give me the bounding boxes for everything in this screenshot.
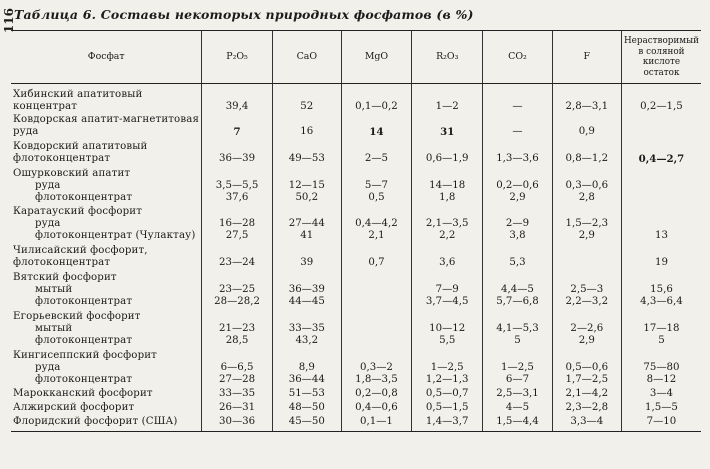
cell-value: 0,5—1,5 [425,402,469,413]
value-cell [552,113,621,138]
value-cell [341,347,411,386]
value-cell [621,165,701,204]
cell-value: 75—80 [643,362,680,373]
value-cell [552,138,621,165]
cell-value: 15,6 [650,284,673,295]
cell-value: 4,4—5 [501,284,534,295]
phosphate-subtype: флотоконцентрат (Чулактау) [35,230,196,241]
value-cell [621,242,701,269]
table-row [11,269,701,308]
value-cell [412,308,483,347]
header-f: F [552,31,621,84]
cell-value: 45—50 [288,416,325,427]
cell-value: 0,3—0,6 [565,180,609,191]
cell-value: 2,2—3,2 [565,296,609,307]
cell-value: 52 [300,101,314,112]
cell-value: 17—18 [643,323,680,334]
table-row [11,414,701,432]
cell-value: 19 [654,257,668,268]
value-cell [621,400,701,414]
header-insoluble-residue: Нерастворимый в соляной кислоте остаток [621,31,701,84]
cell-value: 1—2,5 [501,362,534,373]
value-cell [341,138,411,165]
value-cell [202,165,272,204]
cell-value: 3,5—5,5 [215,180,259,191]
table-row [11,242,701,269]
cell-value: 0,1—1 [360,416,393,427]
cell-value: 33—35 [288,323,325,334]
cell-value: 7—10 [646,416,677,427]
cell-value: 2,8 [578,192,595,203]
table-row [11,113,701,138]
value-cell [272,269,341,308]
cell-value: 1,5—4,4 [496,416,539,427]
cell-value: 2,1 [368,230,385,241]
cell-value: 2,9 [509,192,526,203]
phosphate-name-cell [11,347,202,386]
cell-value: 28—28,2 [214,296,260,307]
value-cell [272,242,341,269]
phosphate-name-cell [11,138,202,165]
cell-value [624,126,699,138]
cell-value: 3,8 [509,230,526,241]
cell-value: 5,5 [439,335,456,346]
value-cell [202,204,272,242]
header-mgo: MgO [341,31,411,84]
value-cell [202,113,272,138]
table-row [11,204,701,242]
cell-value: 2,5—3 [570,284,604,295]
value-cell [341,165,411,204]
cell-value: 1—2,5 [430,362,464,373]
phosphate-subtype: флотоконцентрат [35,296,133,307]
cell-value: 0,6—1,9 [425,153,469,164]
value-cell [412,138,483,165]
cell-value: 2,3—2,8 [565,402,609,413]
cell-value: 3,6 [439,257,456,268]
phosphate-name: Чилисайский фосфорит, флотоконцентрат [13,245,148,268]
cell-value: — [512,101,523,112]
value-cell [412,204,483,242]
cell-value: 12—15 [288,180,325,191]
value-cell [412,400,483,414]
table-row [11,165,701,204]
phosphate-name-cell [11,386,202,400]
phosphate-name-cell [11,113,202,138]
cell-value: 2,9 [578,335,595,346]
cell-value: 50,2 [295,192,319,203]
value-cell [552,308,621,347]
cell-value: 4,3—6,4 [640,296,683,307]
cell-value: 37,6 [225,192,249,203]
value-cell [341,242,411,269]
phosphate-name: Ковдорский апатитовый флотоконцентрат [13,141,148,164]
phosphate-name-cell [11,269,202,308]
cell-value: 2,2 [439,230,456,241]
value-cell [412,414,483,432]
cell-value: 0,4—0,6 [355,402,398,413]
cell-value: 0,1—0,2 [355,101,398,112]
cell-value: 8,9 [298,362,315,373]
value-cell [552,269,621,308]
cell-value: 27—44 [288,218,325,229]
cell-value: 8—12 [646,374,677,385]
value-cell [412,269,483,308]
header-p2o5: P₂O₅ [202,31,272,84]
value-cell [412,242,483,269]
cell-value: 30—36 [218,416,256,427]
cell-value: 1—2 [435,101,459,112]
phosphate-subtype: флотоконцентрат [35,374,133,385]
cell-value: 0,9 [578,126,595,137]
value-cell [552,242,621,269]
cell-value: 26—31 [218,402,256,413]
value-cell [621,84,701,114]
phosphate-name: Ошурковский апатит [13,168,131,179]
phosphate-name: Алжирский фосфорит [13,402,135,413]
cell-value: 2—9 [505,218,530,229]
cell-value: 0,5 [368,192,385,203]
value-cell [202,347,272,386]
value-cell [552,84,621,114]
phosphate-subtype: мытый [35,284,73,295]
value-cell [272,204,341,242]
value-cell [341,386,411,400]
value-cell [272,84,341,114]
cell-value: 1,5—5 [645,402,678,413]
value-cell [202,242,272,269]
cell-value: 13 [654,230,668,241]
value-cell [272,113,341,138]
cell-value: 5—7 [364,180,389,191]
table-row [11,308,701,347]
cell-value: 36—39 [218,153,256,164]
value-cell [341,269,411,308]
cell-value: 2,1—3,5 [425,218,469,229]
cell-value: 48—50 [288,402,325,413]
value-cell [552,347,621,386]
cell-value: 16 [300,126,314,137]
value-cell [483,165,552,204]
value-cell [272,400,341,414]
value-cell [272,308,341,347]
cell-value: 1,7—2,5 [565,374,609,385]
phosphate-subtype: флотоконцентрат [35,192,133,203]
cell-value: 21—23 [218,323,256,334]
cell-value: 1,8 [439,192,456,203]
cell-value: 0,3—2 [360,362,393,373]
value-cell [552,165,621,204]
cell-value: 2,9 [578,230,595,241]
value-cell [272,414,341,432]
value-cell [552,414,621,432]
cell-value: 43,2 [295,335,319,346]
phosphate-name: Кингисеппский фосфорит [13,350,157,361]
value-cell [483,400,552,414]
value-cell [621,308,701,347]
cell-value: 23—25 [218,284,256,295]
cell-value: 27—28 [218,374,256,385]
value-cell [202,386,272,400]
cell-value: 7—9 [435,284,459,295]
phosphate-subtype: мытый [35,323,73,334]
cell-value: 39,4 [225,101,249,112]
value-cell [483,84,552,114]
phosphate-name: Ковдорская апатит-магнетитовая руда [13,114,200,137]
cell-value: 23—24 [218,257,256,268]
value-cell [621,113,701,138]
value-cell [202,414,272,432]
phosphate-name: Егорьевский фосфорит [13,311,141,322]
value-cell [483,204,552,242]
table-row [11,138,701,165]
phosphate-name-cell [11,84,202,114]
phosphate-composition-table [11,30,701,432]
value-cell [621,347,701,386]
header-r2o3: R₂O₃ [412,31,483,84]
cell-value: 51—53 [288,388,325,399]
cell-value: 2—2,6 [570,323,604,334]
phosphate-name-cell [11,242,202,269]
cell-value: 10—12 [429,323,466,334]
cell-value: 31 [440,126,455,138]
cell-value: 5,7—6,8 [496,296,539,307]
value-cell [483,242,552,269]
phosphate-name: Флоридский фосфорит (США) [13,416,178,427]
value-cell [483,347,552,386]
phosphate-name-cell [11,400,202,414]
cell-value [624,218,699,230]
value-cell [341,204,411,242]
cell-value: 28,5 [225,335,249,346]
header-row [11,31,701,84]
value-cell [412,165,483,204]
cell-value: 44—45 [288,296,325,307]
header-cao: CaO [272,31,341,84]
cell-value: 2,5—3,1 [496,388,539,399]
cell-value: 14—18 [429,180,466,191]
value-cell [272,386,341,400]
phosphate-name: Хибинский апатитовый концентрат [13,89,143,112]
value-cell [621,386,701,400]
value-cell [341,414,411,432]
value-cell [483,138,552,165]
cell-value: 6—7 [505,374,530,385]
cell-value: 49—53 [288,153,325,164]
cell-value: 0,7 [368,257,385,268]
value-cell [483,308,552,347]
value-cell [483,414,552,432]
cell-value [624,192,699,204]
value-cell [202,84,272,114]
phosphate-name-cell [11,165,202,204]
cell-value: 0,8—1,2 [565,153,609,164]
cell-value: 1,3—3,6 [496,153,539,164]
value-cell [272,347,341,386]
table-body [11,84,701,432]
value-cell [412,347,483,386]
cell-value: 1,5—2,3 [565,218,609,229]
value-cell [552,386,621,400]
phosphate-name-cell [11,414,202,432]
value-cell [621,138,701,165]
cell-value: 3,7—4,5 [425,296,469,307]
value-cell [621,269,701,308]
cell-value: 3—4 [649,388,674,399]
cell-value: 16—28 [218,218,256,229]
cell-value: 4,1—5,3 [496,323,539,334]
cell-value [555,257,619,269]
cell-value: 0,2—0,8 [355,388,398,399]
cell-value: 3,3—4 [570,416,604,427]
cell-value: 5 [658,335,665,346]
value-cell [202,308,272,347]
value-cell [483,386,552,400]
value-cell [412,113,483,138]
phosphate-subtype: руда [35,180,61,191]
value-cell [341,84,411,114]
phosphate-name-cell [11,204,202,242]
cell-value: 33—35 [218,388,256,399]
value-cell [341,113,411,138]
cell-value: 2—5 [364,153,389,164]
cell-value: 1,4—3,7 [425,416,469,427]
phosphate-subtype: флотоконцентрат [35,335,133,346]
value-cell [341,400,411,414]
cell-value [344,335,409,347]
cell-value: 41 [300,230,314,241]
value-cell [552,400,621,414]
cell-value: 36—39 [288,284,325,295]
cell-value: 0,5—0,6 [565,362,609,373]
value-cell [341,308,411,347]
cell-value: 4—5 [505,402,530,413]
cell-value: 36—44 [288,374,325,385]
cell-value [344,296,409,308]
header-phosphate: Фосфат [11,31,202,84]
cell-value: 2,8—3,1 [565,101,609,112]
cell-value: 0,4—4,2 [355,218,398,229]
phosphate-name: Вятский фосфорит [13,272,117,283]
cell-value: 5 [514,335,521,346]
value-cell [202,400,272,414]
table-row [11,386,701,400]
value-cell [272,165,341,204]
header-co2: CO₂ [483,31,552,84]
phosphate-name: Марокканский фосфорит [13,388,153,399]
table-caption: Таблица 6. Составы некоторых природных фосфатов (в %) [14,7,474,22]
cell-value: — [512,126,523,137]
value-cell [202,269,272,308]
cell-value: 1,8—3,5 [355,374,398,385]
value-cell [483,113,552,138]
value-cell [552,204,621,242]
phosphate-subtype: руда [35,362,61,373]
cell-value: 0,4—2,7 [638,153,685,165]
cell-value: 7 [233,126,241,138]
cell-value: 0,2—0,6 [496,180,539,191]
cell-value: 0,2—1,5 [640,101,683,112]
phosphate-name: Каратауский фосфорит [13,206,143,217]
value-cell [202,138,272,165]
value-cell [272,138,341,165]
cell-value: 0,5—0,7 [425,388,469,399]
page-number: 116 [2,8,16,34]
value-cell [412,84,483,114]
phosphate-subtype: руда [35,218,61,229]
cell-value: 5,3 [509,257,526,268]
value-cell [412,386,483,400]
table-row [11,400,701,414]
value-cell [621,414,701,432]
table-row [11,84,701,114]
value-cell [483,269,552,308]
cell-value: 14 [369,126,384,138]
table-row [11,347,701,386]
cell-value: 6—6,5 [220,362,254,373]
phosphate-name-cell [11,308,202,347]
cell-value: 39 [300,257,314,268]
cell-value: 2,1—4,2 [565,388,609,399]
value-cell [621,204,701,242]
cell-value: 27,5 [225,230,249,241]
cell-value: 1,2—1,3 [425,374,469,385]
